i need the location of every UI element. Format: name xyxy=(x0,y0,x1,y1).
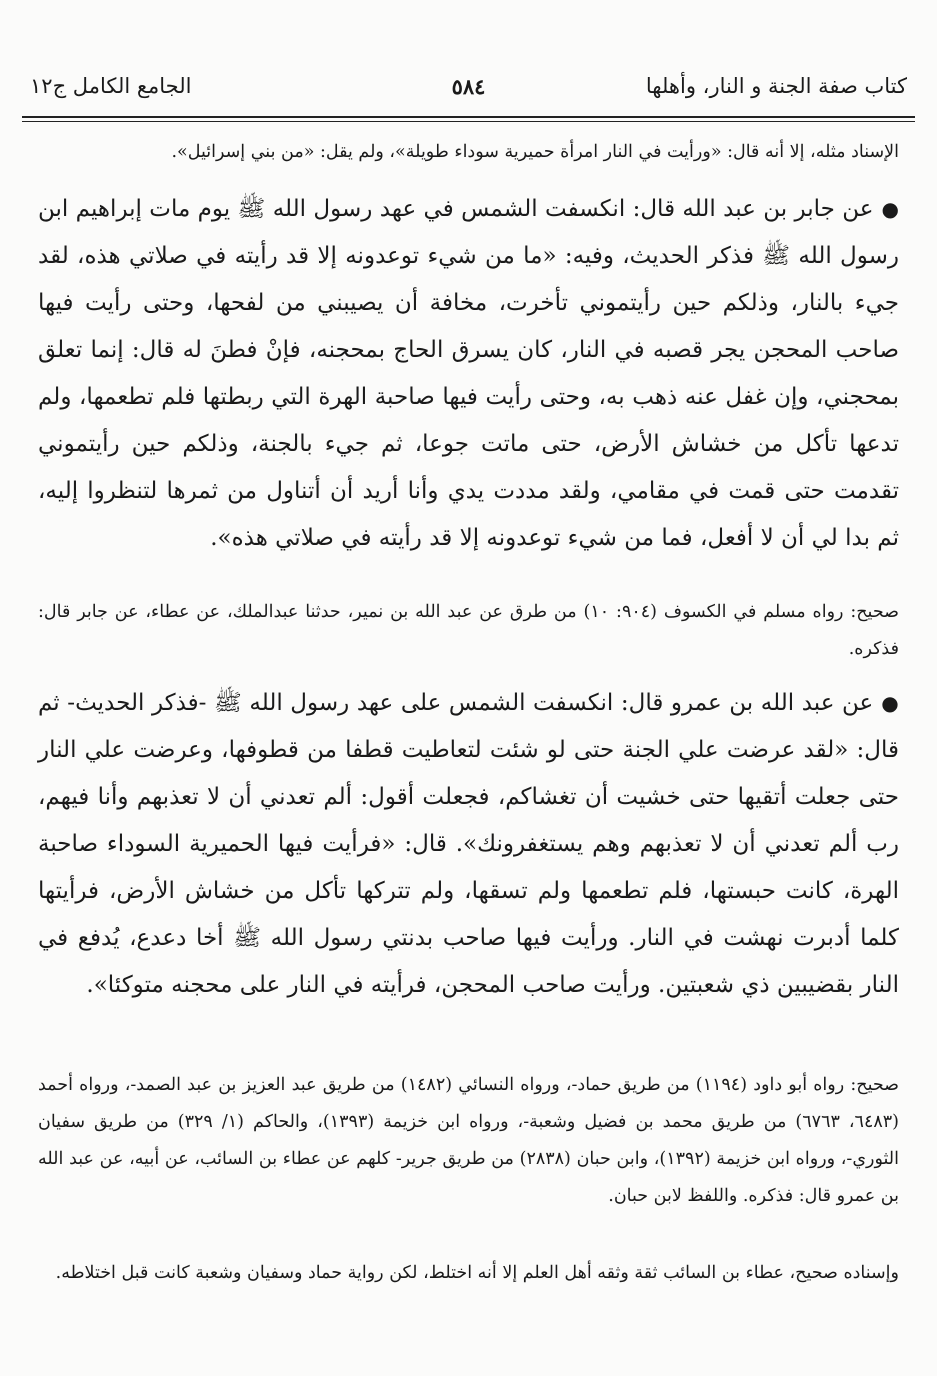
isnad-note xyxy=(38,1255,899,1292)
bullet-icon: ● xyxy=(881,691,900,715)
takhrij-ibn-amr xyxy=(38,1067,899,1215)
paragraph-text: الإسناد مثله، إلا أنه قال: «ورأيت في النار امرأة حميرية سوداء طويلة»، ولم يقل: «من بني إسرائيل». xyxy=(171,142,899,162)
hadith-jabir xyxy=(38,186,899,562)
collection-title: الجامع الكامل ج١٢ xyxy=(30,74,192,98)
paragraph-text: صحيح: رواه مسلم في الكسوف (٩٠٤: ١٠) من طرق عن عبد الله بن نمير، حدثنا عبدالملك، عن عطاء، عن جابر قال: فذكره. xyxy=(38,602,899,659)
hadith-ibn-amr xyxy=(38,680,899,1009)
continuation-note xyxy=(38,134,899,171)
paragraph-text: صحيح: رواه أبو داود (١١٩٤) من طريق حماد-، ورواه النسائي (١٤٨٢) من طريق عبد العزيز بن عبد الصمد-، ورواه أحمد (٦٤٨٣، ٦٧٦٣) من طريق محمد بن فضيل وشعبة-، ورواه ابن خزيمة (١٣٩٣)، والحاكم (١/ ٣٢٩) من طريق سفيان الثوري-، ورواه ابن خزيمة (١٣٩٢)، وابن حبان (٢٨٣٨) من طريق جرير- كلهم عن عطاء بن السائب، عن أبيه، عن عبد الله بن عمرو قال: فذكره. واللفظ لابن حبان. xyxy=(38,1075,900,1206)
book-title: كتاب صفة الجنة و النار، وأهلها xyxy=(645,74,907,98)
paragraph-text: وإسناده صحيح، عطاء بن السائب ثقة وثقه أهل العلم إلا أنه اختلط، لكن رواية حماد وسفيان وشعبة كانت قبل اختلاطه. xyxy=(55,1263,899,1283)
page-number: ٥٨٤ xyxy=(451,74,486,99)
page-header xyxy=(22,64,915,114)
header-rule-thin xyxy=(22,121,915,122)
takhrij-jabir xyxy=(38,594,899,668)
bullet-icon: ● xyxy=(881,197,899,221)
paragraph-text: عن عبد الله بن عمرو قال: انكسفت الشمس على عهد رسول الله ﷺ -فذكر الحديث- ثم قال: «لقد عرضت علي الجنة حتى لو شئت لتعاطيت قطفا من قطوفها، وعرضت علي النار حتى جعلت أتقيها حتى خشيت أن تغشاكم، فجعلت أقول: ألم تعدني أن لا تعذبهم وأنا فيهم، رب ألم تعدني أن لا تعذبهم وهم يستغفرونك». قال: «فرأيت فيها الحميرية السوداء صاحبة الهرة، كانت حبستها، فلم تطعمها ولم تسقها، ولم تتركها تأكل من خشاش الأرض، فرأيتها كلما أدبرت نهشت في النار. ورأيت فيها صاحب بدنتي رسول الله ﷺ أخا دعدع، يُدفع في النار بقضيبين ذي شعبتين. ورأيت صاحب المحجن، فرأيته في النار على محجنه متوكئا». xyxy=(38,690,899,998)
header-rule-thick xyxy=(22,116,915,118)
paragraph-text: عن جابر بن عبد الله قال: انكسفت الشمس في عهد رسول الله ﷺ يوم مات إبراهيم ابن رسول الله ﷺ فذكر الحديث، وفيه: «ما من شيء توعدونه إلا قد رأيته في صلاتي هذه، لقد جيء بالنار، وذلكم حين رأيتموني تأخرت، مخافة أن يصيبني من لفحها، وحتى رأيت فيها صاحب المحجن يجر قصبه في النار، كان يسرق الحاج بمحجنه، فإنْ فطنَ له قال: إنما تعلق بمحجني، وإن غفل عنه ذهب به، وحتى رأيت فيها صاحبة الهرة التي ربطتها فلم تطعمها، ولم تدعها تأكل من خشاش الأرض، حتى ماتت جوعا، ثم جيء بالجنة، وذلكم حين رأيتموني تقدمت حتى قمت في مقامي، ولقد مددت يدي وأنا أريد أن أتناول من ثمرها لتنظروا إليه، ثم بدا لي أن لا أفعل، فما من شيء توعدونه إلا قد رأيته في صلاتي هذه». xyxy=(38,196,899,551)
